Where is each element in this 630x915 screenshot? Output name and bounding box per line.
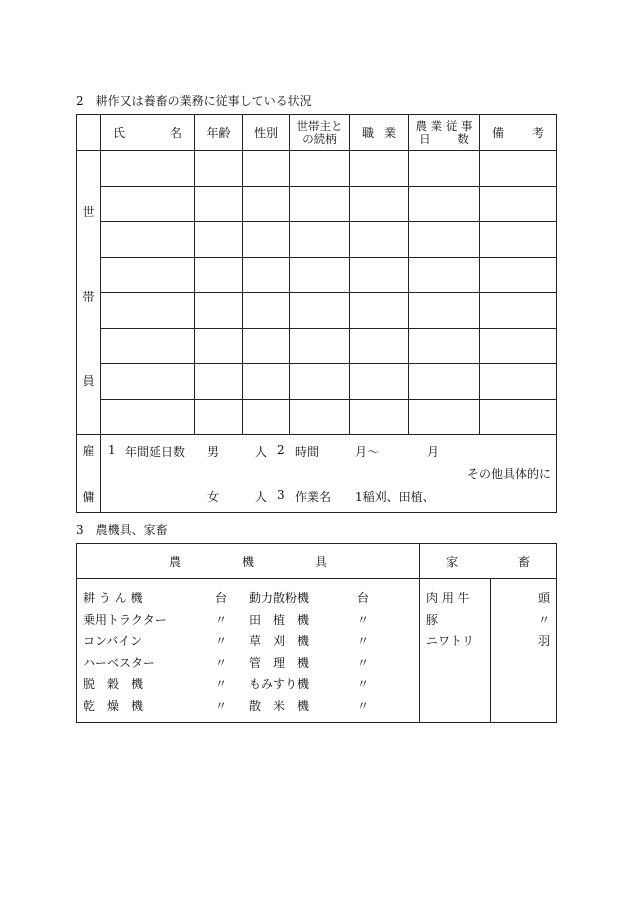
employ-month-from: 月〜 xyxy=(355,445,380,459)
table-row xyxy=(77,151,557,187)
livestock-name-cell xyxy=(420,579,491,723)
machinery-livestock-table xyxy=(76,543,557,723)
table-row xyxy=(77,400,557,435)
machinery-right-unit: 〃 xyxy=(357,677,370,691)
header-days: 農 業 従 事 日 数 xyxy=(409,115,480,151)
household-table xyxy=(76,114,557,513)
header-sex: 性別 xyxy=(243,115,290,151)
machinery-left-unit: 台 xyxy=(215,591,228,605)
household-label-2: 帯 xyxy=(82,290,95,304)
header-relation: 世帯主と の続柄 xyxy=(290,115,350,151)
machinery-list-cell xyxy=(77,579,420,723)
machinery-right-name: もみすり機 xyxy=(249,677,310,691)
machinery-left-unit: 〃 xyxy=(215,698,228,713)
machinery-header: 農 機 具 xyxy=(77,544,420,579)
table-row xyxy=(77,187,557,222)
livestock-header: 家 畜 xyxy=(420,544,557,579)
household-label-cell xyxy=(77,151,101,435)
employ-work-examples: 1稲刈、田植、 xyxy=(355,490,435,504)
machinery-right-name: 管 理 機 xyxy=(249,655,310,670)
employ-month-to: 月 xyxy=(427,445,440,459)
machinery-right-name: 散 米 機 xyxy=(249,698,310,713)
machinery-left-name: 耕 う ん 機 xyxy=(83,591,143,605)
machinery-left-unit: 〃 xyxy=(215,655,228,670)
employ-details-cell xyxy=(101,435,557,513)
employ-work-name-label: 作業名 xyxy=(295,490,332,504)
employ-item-3-no: 3 xyxy=(277,488,285,502)
header-job: 職 業 xyxy=(350,115,409,151)
table-row xyxy=(77,258,557,293)
household-label-3: 員 xyxy=(82,374,95,388)
machinery-left-name: 乾 燥 機 xyxy=(83,698,144,713)
livestock-name: ニワトリ xyxy=(426,634,475,648)
livestock-name: 豚 xyxy=(426,612,439,627)
employ-person-unit-1: 人 xyxy=(255,445,268,459)
table-row xyxy=(77,329,557,364)
employ-label-1: 雇 xyxy=(82,444,95,458)
header-age: 年齢 xyxy=(195,115,243,151)
machinery-left-name: ハーベスター xyxy=(83,655,156,670)
section-2-title: 2 耕作又は養畜の業務に従事している状況 xyxy=(76,94,312,108)
employ-male-label: 男 xyxy=(207,445,220,459)
livestock-unit: 頭 xyxy=(537,591,550,605)
employ-annual-days-label: 年間延日数 xyxy=(125,445,186,459)
employ-other-label: その他具体的に xyxy=(467,467,552,481)
employ-item-1-no: 1 xyxy=(108,443,116,457)
machinery-left-name: 乗用トラクター xyxy=(83,612,167,627)
machinery-right-unit: 〃 xyxy=(357,698,370,713)
table-row xyxy=(77,293,557,329)
machinery-left-unit: 〃 xyxy=(215,612,228,627)
machinery-right-unit: 〃 xyxy=(357,634,370,648)
employ-female-label: 女 xyxy=(207,490,220,504)
machinery-right-unit: 〃 xyxy=(357,612,370,627)
machinery-right-unit: 〃 xyxy=(357,655,370,670)
machinery-right-name: 動力散粉機 xyxy=(249,591,310,605)
machinery-right-name: 田 植 機 xyxy=(249,612,310,627)
employ-label-2: 傭 xyxy=(82,490,95,504)
machinery-left-name: コンバイン xyxy=(83,634,143,648)
employ-person-unit-2: 人 xyxy=(255,490,268,504)
livestock-unit: 〃 xyxy=(537,612,550,627)
table-header-row xyxy=(77,115,557,151)
employ-label-cell xyxy=(77,435,101,513)
header-name: 氏 名 xyxy=(101,115,195,151)
employ-time-label: 時間 xyxy=(295,445,320,459)
machinery-left-unit: 〃 xyxy=(215,677,228,691)
machinery-right-name: 草 刈 機 xyxy=(249,634,310,648)
machinery-left-unit: 〃 xyxy=(215,634,228,648)
machinery-left-name: 脱 穀 機 xyxy=(83,677,144,691)
table-row xyxy=(77,222,557,258)
livestock-name: 肉 用 牛 xyxy=(426,591,470,605)
machinery-right-unit: 台 xyxy=(357,591,370,605)
employ-item-2-no: 2 xyxy=(277,443,285,457)
employ-row xyxy=(77,435,557,513)
household-label-1: 世 xyxy=(82,205,95,219)
corner-cell xyxy=(77,115,101,151)
livestock-unit-cell xyxy=(491,579,557,723)
section-3-header-row xyxy=(77,544,557,579)
header-remarks: 備 考 xyxy=(480,115,557,151)
section-3-title: 3 農機具、家畜 xyxy=(76,523,168,537)
livestock-unit: 羽 xyxy=(537,634,550,648)
table-row xyxy=(77,364,557,400)
